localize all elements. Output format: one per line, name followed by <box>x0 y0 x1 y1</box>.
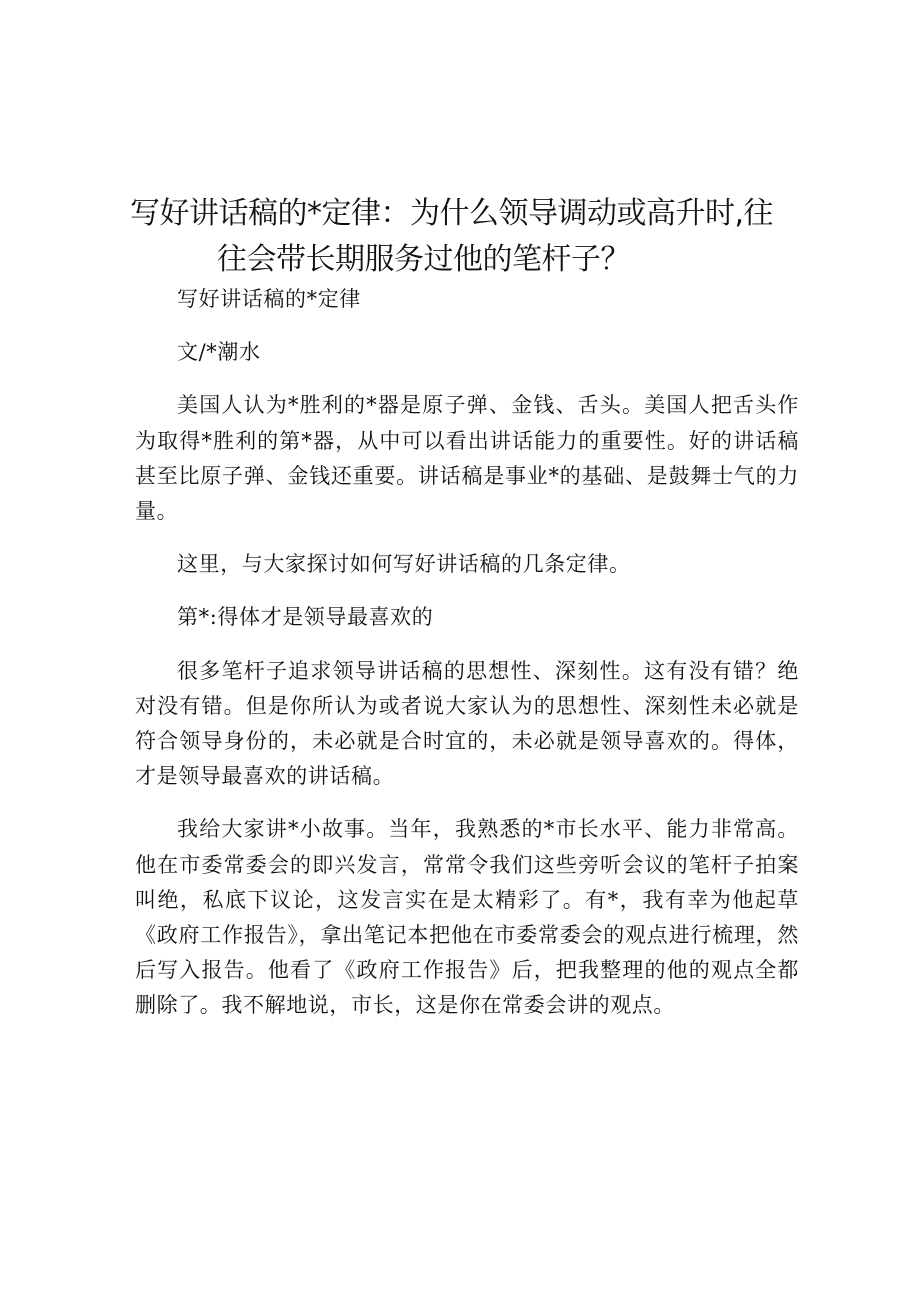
author-byline: 文/*潮水 <box>177 340 261 365</box>
section-heading: 第*:得体才是领导最喜欢的 <box>177 605 434 630</box>
title-line-1: 写好讲话稿的*定律：为什么领导调动或高升时,往 <box>130 196 774 231</box>
paragraph-story: 我给大家讲*小故事。当年，我熟悉的*市长水平、能力非常高。他在市委常委会的即兴发言，常常令我们这些旁听会议的笔杆子拍案叫绝，私底下议论，这发言实在是太精彩了。有*，我有幸为他起草《政府工作报告》，拿出笔记本把他在市委常委会的观点进行梳理，然后写入报告。他看了《政府工作报告》后，把我整理的他的观点全都删除了。我不解地说，市长，这是你在常委会讲的观点。 <box>135 817 799 1018</box>
paragraph-appropriateness: 很多笔杆子追求领导讲话稿的思想性、深刻性。这有没有错？绝对没有错。但是你所认为或者说大家认为的思想性、深刻性未必就是符合领导身份的，未必就是合时宜的，未必就是领导喜欢的。得体，才是领导最喜欢的讲话稿。 <box>135 658 799 789</box>
paragraph-intro: 美国人认为*胜利的*器是原子弹、金钱、舌头。美国人把舌头作为取得*胜利的第*器，从中可以看出讲话能力的重要性。好的讲话稿甚至比原子弹、金钱还重要。讲话稿是事业*的基础、是鼓舞士气的力量。 <box>135 393 799 524</box>
subtitle: 写好讲话稿的*定律 <box>177 287 361 311</box>
document-body <box>135 282 799 1024</box>
title-line-2: 往会带长期服务过他的笔杆子？ <box>217 242 630 277</box>
paragraph-purpose: 这里，与大家探讨如何写好讲话稿的几条定律。 <box>177 552 631 577</box>
document-title <box>130 191 810 283</box>
